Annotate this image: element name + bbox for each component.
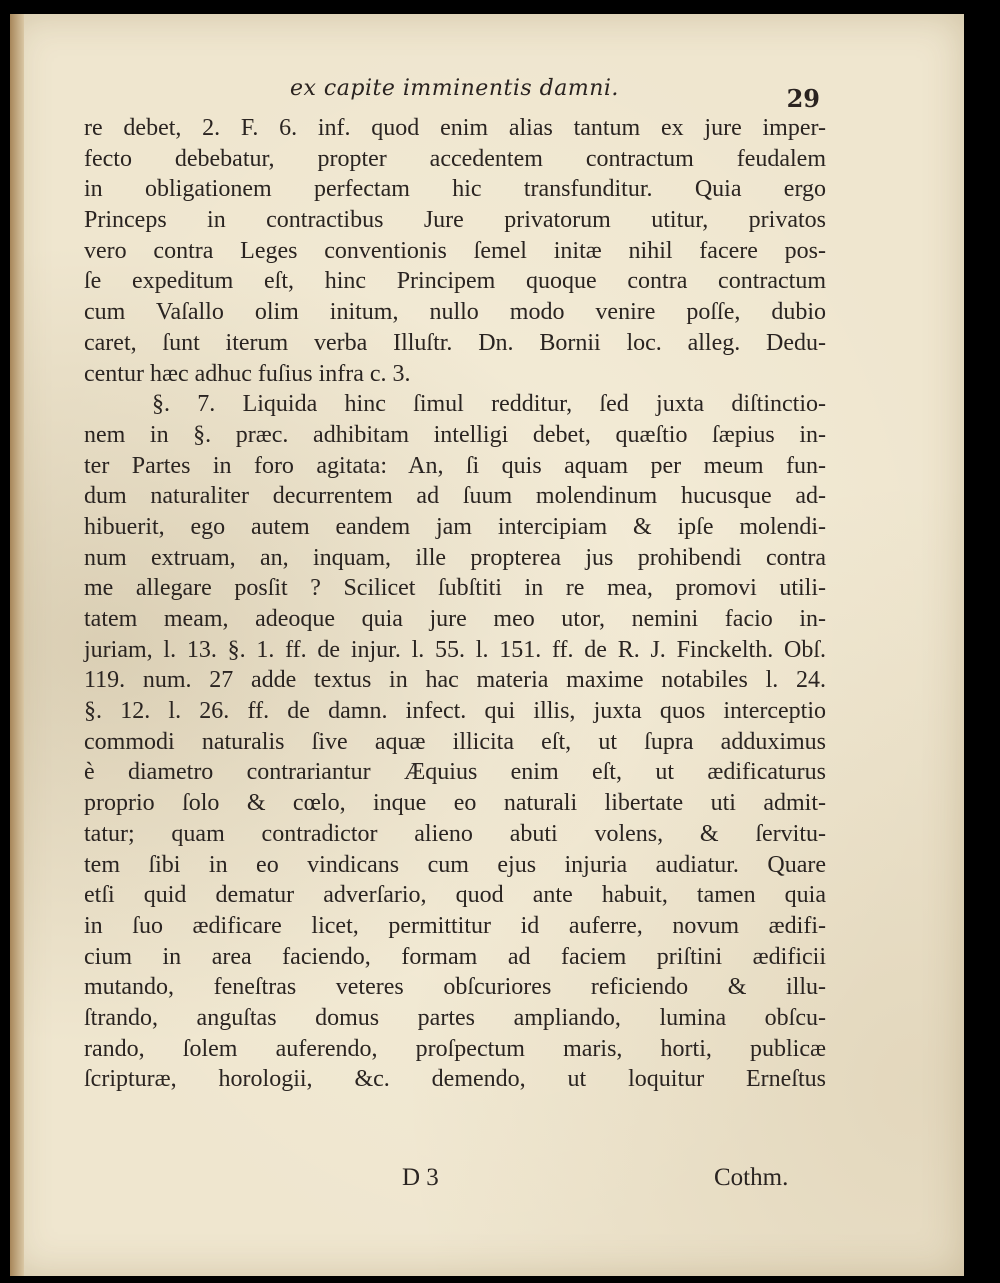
text-line: centur hæc adhuc fuſius infra c. 3. (84, 360, 411, 387)
text-line: ſcripturæ, horologii, &c. demendo, ut loquitur Erneſtus (84, 1066, 826, 1093)
text-line: 119. num. 27 adde textus in hac materia maxime notabiles l. 24. (84, 667, 826, 694)
text-line: juriam, l. 13. §. 1. ff. de injur. l. 55. l. 151. ff. de R. J. Finckelth. Obſ. (84, 636, 826, 663)
text-line: cium in area faciendo, formam ad faciem priſtini ædificii (84, 943, 826, 970)
text-line: nem in §. præc. adhibitam intelligi debet, quæſtio ſæpius in- (84, 421, 826, 448)
running-head: ex capite imminentis damni. (290, 76, 619, 101)
text-line: è diametro contrariantur Æquius enim eſt, ut ædificaturus (84, 759, 826, 786)
text-line: proprio ſolo & cœlo, inque eo naturali libertate uti admit- (84, 790, 826, 817)
text-line: etſi quid dematur adverſario, quod ante habuit, tamen quia (84, 882, 826, 909)
text-line: tatem meam, adeoque quia jure meo utor, nemini facio in- (84, 606, 826, 632)
text-line: cum Vaſallo olim initum, nullo modo venire poſſe, dubio (84, 299, 826, 326)
text-line: caret, ſunt iterum verba Illuſtr. Dn. Bornii loc. alleg. Dedu- (84, 329, 826, 356)
text-line: hibuerit, ego autem eandem jam intercipiam & ipſe molendi- (84, 513, 826, 540)
body-text (84, 113, 826, 1095)
text-line: ſe expeditum eſt, hinc Principem quoque contra contractum (84, 268, 826, 295)
text-line: rando, ſolem auferendo, proſpectum maris, horti, publicæ (84, 1035, 826, 1062)
text-line: ſtrando, anguſtas domus partes ampliando, lumina obſcu- (84, 1004, 826, 1031)
text-line: me allegare posſit ? Scilicet ſubſtiti in re mea, promovi utili- (84, 575, 826, 602)
catchword: Cothm. (714, 1164, 789, 1191)
text-line: vero contra Leges conventionis ſemel initæ nihil facere pos- (84, 237, 826, 264)
text-line: num extruam, an, inquam, ille propterea jus prohibendi contra (84, 544, 826, 571)
text-line: Princeps in contractibus Jure privatorum utitur, privatos (84, 207, 826, 234)
page-number: 29 (786, 84, 820, 113)
text-line: commodi naturalis ſive aquæ illicita eſt, ut ſupra adduximus (84, 728, 826, 755)
signature-mark: D 3 (402, 1164, 439, 1191)
text-line: fecto debebatur, propter accedentem contractum feudalem (84, 145, 826, 172)
text-line: in ſuo ædificare licet, permittitur id auferre, novum ædifi- (84, 912, 826, 939)
page-binding-edge (10, 14, 24, 1276)
section-start-line: §. 7. Liquida hinc ſimul redditur, ſed juxta diſtinctio- (152, 391, 826, 418)
text-line: in obligationem perfectam hic transfunditur. Quia ergo (84, 176, 826, 203)
text-line: tem ſibi in eo vindicans cum ejus injuria audiatur. Quare (84, 851, 826, 878)
text-line: tatur; quam contradictor alieno abuti volens, & ſervitu- (84, 820, 826, 847)
book-page (10, 14, 964, 1276)
text-line: dum naturaliter decurrentem ad ſuum molendinum hucusque ad- (84, 483, 826, 510)
text-line: ter Partes in foro agitata: An, ſi quis aquam per meum fun- (84, 452, 826, 479)
text-line: mutando, feneſtras veteres obſcuriores reficiendo & illu- (84, 974, 826, 1001)
text-line: re debet, 2. F. 6. inf. quod enim alias tantum ex jure imper- (84, 115, 826, 141)
text-line: §. 12. l. 26. ff. de damn. infect. qui illis, juxta quos interceptio (84, 698, 826, 725)
